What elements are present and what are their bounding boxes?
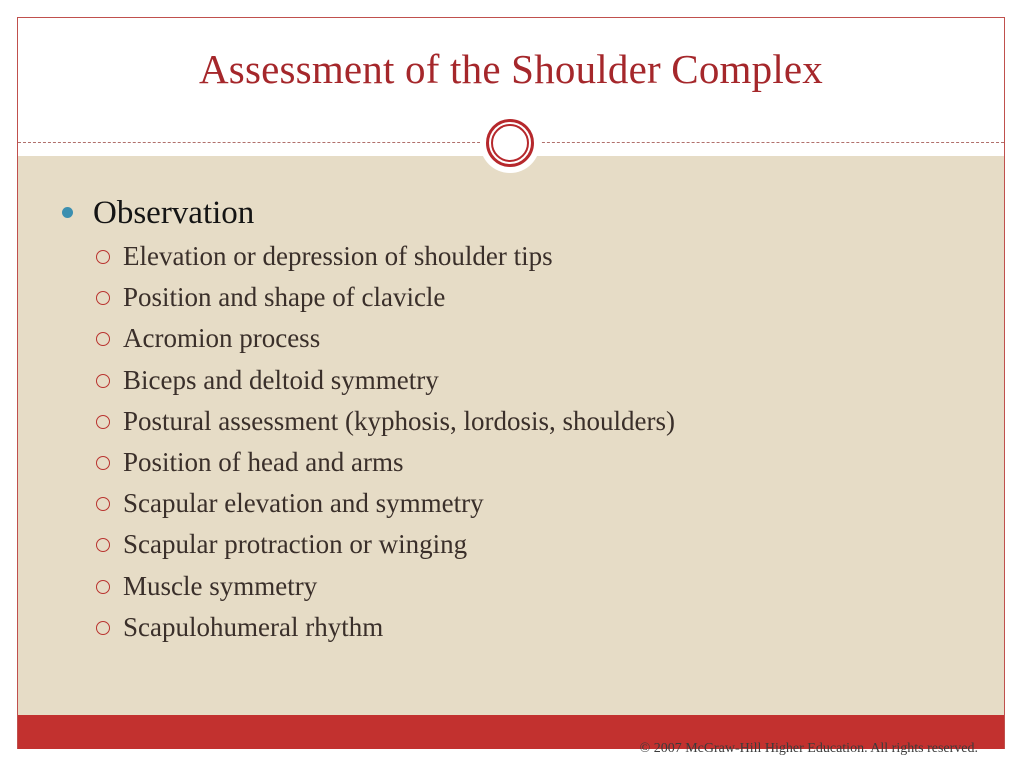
sub-bullet-text: Scapulohumeral rhythm <box>123 611 384 642</box>
sub-bullet-text: Biceps and deltoid symmetry <box>123 364 439 395</box>
sub-bullet-text: Position of head and arms <box>123 446 404 477</box>
sub-bullet <box>62 402 982 443</box>
main-bullet-text: Observation <box>93 195 255 231</box>
hollow-circle-icon <box>96 374 110 388</box>
sub-bullet-text: Acromion process <box>123 323 321 354</box>
hollow-circle-icon <box>96 580 110 594</box>
sub-bullet-text: Elevation or depression of shoulder tips <box>123 241 553 271</box>
hollow-circle-icon <box>96 456 110 470</box>
sub-bullet <box>62 237 982 278</box>
sub-bullet <box>62 361 982 402</box>
sub-bullet <box>62 567 982 608</box>
sub-bullet <box>62 608 982 649</box>
sub-bullet-text: Scapular elevation and symmetry <box>123 488 484 519</box>
hollow-circle-icon <box>96 332 110 346</box>
sub-bullet-text: Position and shape of clavicle <box>123 282 446 313</box>
sub-bullet <box>62 443 982 484</box>
sub-bullet <box>62 278 982 319</box>
sub-bullet-text: Postural assessment (kyphosis, lordosis, shoulders) <box>123 405 675 436</box>
sub-bullet <box>62 525 982 566</box>
hollow-circle-icon <box>96 621 110 635</box>
sub-bullet-text: Muscle symmetry <box>123 570 318 601</box>
main-bullet <box>62 192 982 236</box>
sub-bullet <box>62 319 982 360</box>
copyright-notice: © 2007 McGraw-Hill Higher Education. All rights reserved. <box>639 741 978 756</box>
hollow-circle-icon <box>96 291 110 305</box>
bullet-list <box>62 192 982 649</box>
sub-bullet-text: Scapular protraction or winging <box>123 529 468 560</box>
hollow-circle-icon <box>96 415 110 429</box>
sub-bullet-list <box>62 237 982 649</box>
sub-bullet <box>62 484 982 525</box>
inner-ring <box>491 124 529 162</box>
hollow-circle-icon <box>96 497 110 511</box>
hollow-circle-icon <box>96 538 110 552</box>
slide-title: Assessment of the Shoulder Complex <box>198 46 824 92</box>
hollow-circle-icon <box>96 250 110 264</box>
filled-dot-icon <box>62 207 73 218</box>
